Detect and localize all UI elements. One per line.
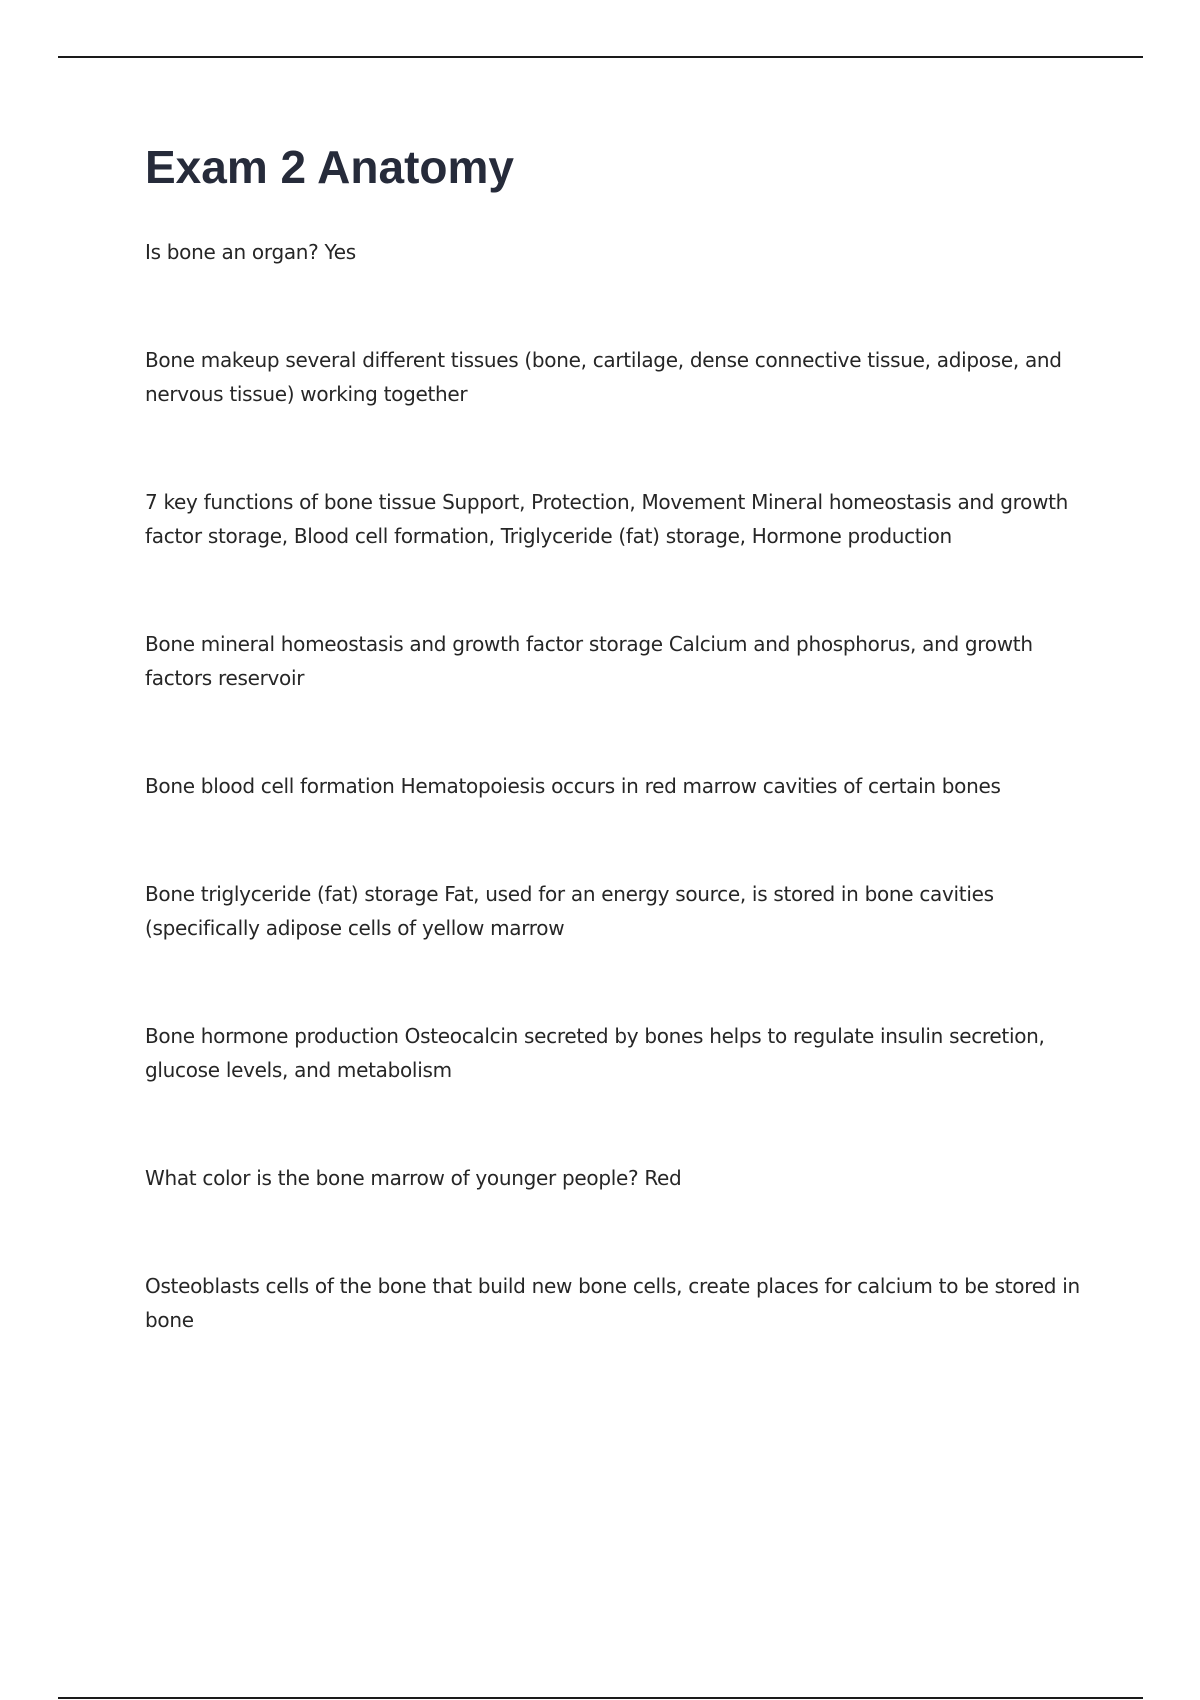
list-item: Bone makeup several different tissues (bone, cartilage, dense connective tissue, adipose, and nervous tissue) working together [145, 348, 1062, 407]
list-item: Bone triglyceride (fat) storage Fat, used for an energy source, is stored in bone cavities (specifically adipose cells of yellow marrow [145, 882, 994, 941]
list-item: What color is the bone marrow of younger people? Red [145, 1166, 682, 1191]
list-item: Is bone an organ? Yes [145, 240, 356, 265]
qa-list [145, 235, 1095, 1337]
document-content [145, 140, 1095, 1337]
list-item: Bone hormone production Osteocalcin secreted by bones helps to regulate insulin secretion, glucose levels, and metabolism [145, 1024, 1045, 1083]
list-item: Bone blood cell formation Hematopoiesis occurs in red marrow cavities of certain bones [145, 774, 1001, 799]
list-item: 7 key functions of bone tissue Support, Protection, Movement Mineral homeostasis and growth factor storage, Blood cell formation, Triglyceride (fat) storage, Hormone production [145, 490, 1069, 549]
list-item: Bone mineral homeostasis and growth factor storage Calcium and phosphorus, and growth factors reservoir [145, 632, 1033, 691]
top-divider [58, 56, 1143, 58]
list-item: Osteoblasts cells of the bone that build new bone cells, create places for calcium to be stored in bone [145, 1274, 1080, 1333]
bottom-divider [58, 1697, 1143, 1699]
page-title: Exam 2 Anatomy [145, 141, 514, 193]
